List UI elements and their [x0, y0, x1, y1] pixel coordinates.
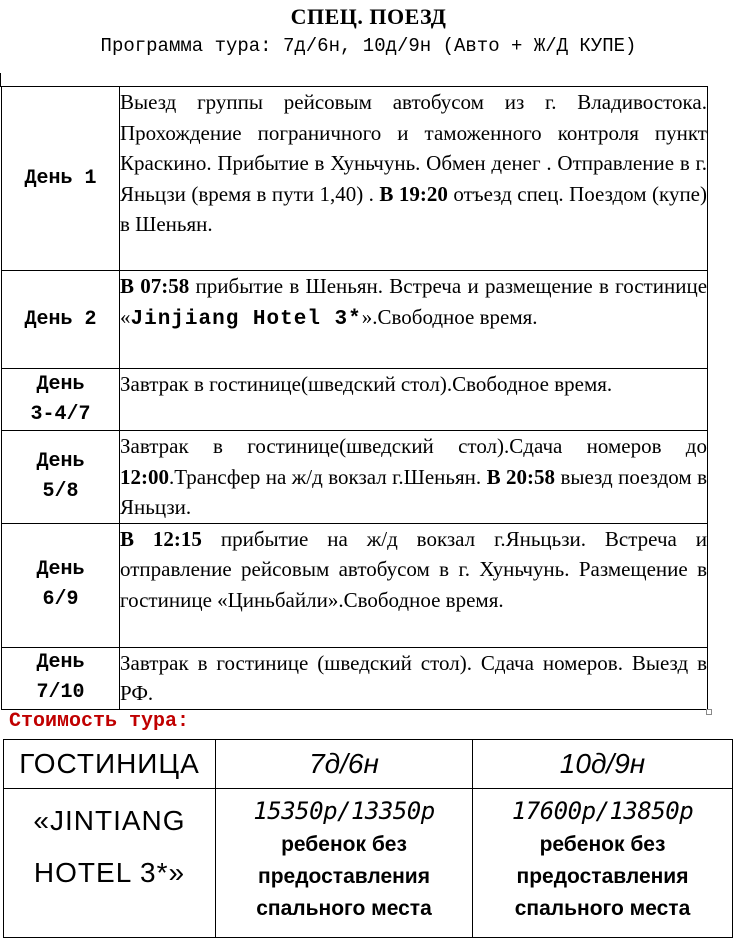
day-label-range: 6/9 [42, 588, 79, 611]
day-label-text: День [36, 372, 85, 396]
day-label-text: День 1 [24, 166, 97, 190]
desc-text: Завтрак в гостинице (шведский стол). Сдача номеров. Выезд в РФ. [120, 650, 707, 705]
day-description [120, 647, 708, 709]
note-line: спального места [256, 897, 432, 920]
desc-text: прибытие на ж/д вокзал г.Яньцьзи. Встреча и отправление рейсовым автобусом в г. Хуньчунь. Размещение в гостинице «Циньбайли».Свободное время. [120, 526, 708, 612]
desc-time: В 19:20 [379, 181, 448, 206]
program-table [1, 86, 708, 710]
page-title: СПЕЦ. ПОЕЗД [290, 4, 447, 29]
desc-text: выезд поездом в Яньцзи. [120, 464, 707, 519]
table-row [2, 87, 708, 271]
note-line: ребенок без [281, 833, 407, 856]
desc-text: Выезд группы рейсовым автобусом из г. Владивостока. Прохождение пограничного и таможенного контроля пункт Краскино. Прибытие в Хуньчунь. Обмен денег . Отправление в г. Яньцзи (время в пути 1,40) . [120, 90, 707, 206]
table-row [2, 271, 708, 369]
price-cell [216, 789, 473, 938]
note-line: предоставления [516, 865, 689, 888]
desc-text: отъезд спец. Поездом (купе) в Шеньян. [120, 181, 707, 236]
day-label-text: День [36, 651, 85, 674]
table-row [2, 523, 708, 647]
day-label [2, 369, 120, 431]
child-note [216, 829, 472, 925]
desc-text: Завтрак в гостинице(шведский стол).Сдача номеров до [120, 434, 707, 458]
desc-time: В 12:15 [120, 526, 202, 551]
day-description [120, 523, 708, 647]
resize-handle[interactable] [706, 709, 712, 715]
day-label-text: День [36, 449, 85, 473]
table-row [4, 789, 733, 938]
cost-label: Стоимость тура: [9, 710, 190, 733]
day-label [2, 431, 120, 524]
child-note [473, 829, 732, 925]
price-cell [473, 789, 733, 938]
price-value: 17600р/13850р [511, 797, 694, 825]
program-subtitle: Программа тура: 7д/6н, 10д/9н (Авто + Ж/Д КУПЕ) [100, 35, 637, 57]
day-label-range: 5/8 [42, 479, 79, 503]
column-header: 7д/6н [216, 740, 473, 789]
day-label-range: 7/10 [36, 681, 85, 704]
column-header: 10д/9н [473, 740, 733, 789]
day-label [2, 523, 120, 647]
table-header-row [4, 740, 733, 789]
price-value: 15350р/13350р [253, 797, 435, 825]
column-header: ГОСТИНИЦА [4, 740, 216, 789]
note-line: предоставления [258, 865, 430, 888]
day-label [2, 271, 120, 369]
hotel-name: Jinjiang Hotel 3* [130, 307, 362, 331]
day-description [120, 431, 708, 524]
day-label-range: 3-4/7 [30, 402, 91, 426]
day-label-text: День 2 [24, 307, 97, 331]
hotel-cell [4, 789, 216, 938]
desc-time: В 07:58 [120, 274, 190, 298]
desc-text: ».Свободное время. [361, 304, 538, 329]
day-label [2, 87, 120, 271]
desc-text: прибытие в Шеньян. Встреча и размещение в гостинице « [120, 274, 708, 329]
desc-text: .Трансфер на ж/д вокзал г.Шеньян. [169, 464, 487, 489]
hotel-name: «JINTIANG [33, 805, 186, 836]
day-description [120, 271, 708, 369]
note-line: ребенок без [539, 833, 666, 856]
table-row [2, 369, 708, 431]
day-description [120, 369, 708, 431]
table-row [2, 431, 708, 524]
desc-time: В 20:58 [486, 464, 555, 489]
divider [0, 73, 1, 87]
price-table [3, 739, 733, 938]
desc-text: Завтрак в гостинице(шведский стол).Свободное время. [120, 372, 613, 396]
day-label-text: День [36, 558, 85, 581]
desc-time: 12:00 [120, 464, 169, 489]
day-label [2, 647, 120, 709]
table-row [2, 647, 708, 709]
note-line: спального места [514, 897, 691, 920]
day-description [120, 87, 708, 271]
hotel-name: HOTEL 3*» [33, 857, 186, 888]
